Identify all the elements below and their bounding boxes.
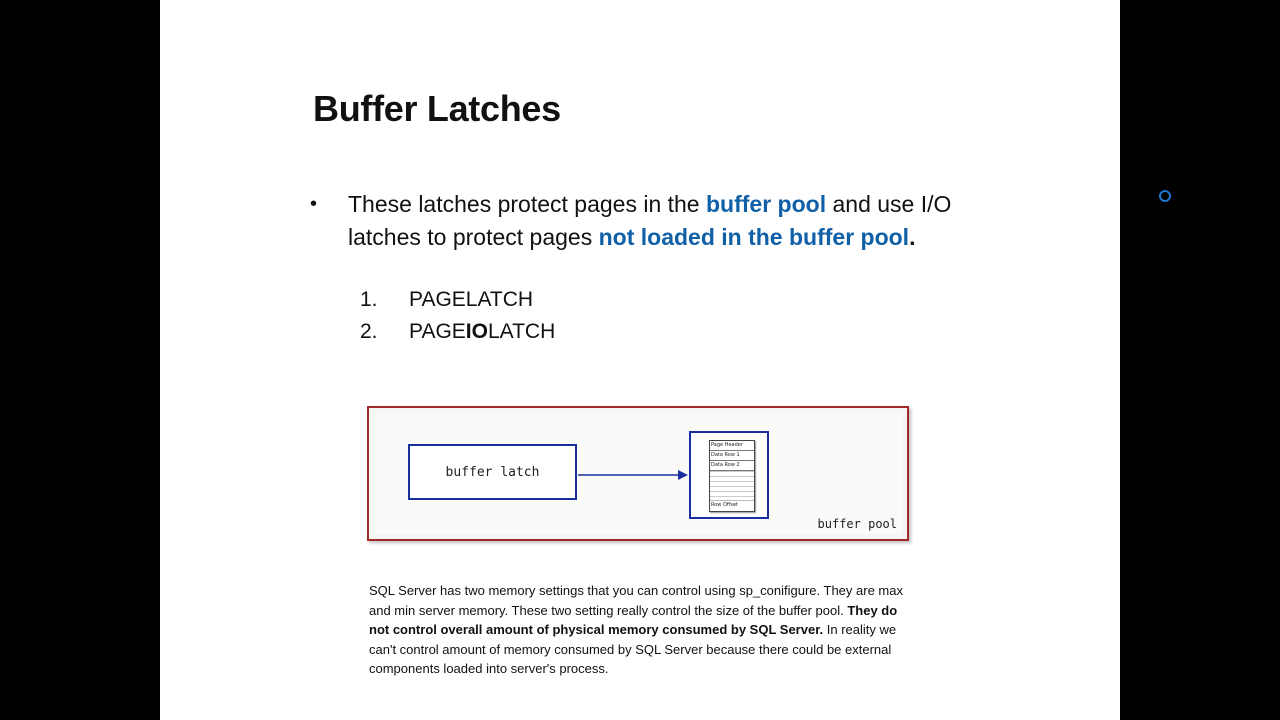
buffer-pool-label: buffer pool: [817, 517, 897, 531]
bullet-icon: •: [310, 193, 318, 215]
list-item: [360, 284, 555, 316]
caption-bold: They do not control overall amount of physical memory consumed by SQL Server.: [369, 602, 898, 637]
list-number: 1.: [360, 288, 378, 311]
page-row-offset: Row Offset: [711, 502, 739, 508]
highlight-buffer-pool: buffer pool: [706, 191, 827, 217]
page-row: Data Row 2: [710, 461, 754, 471]
caption-part-1: SQL Server has two memory settings that you can control using sp_conifigure. They are max and min server memory. These two setting really control the size of the buffer pool.: [369, 583, 903, 618]
highlight-not-loaded: not loaded in the buffer pool: [598, 224, 910, 250]
bullet-text-period: .: [909, 224, 916, 250]
list-text: PAGELATCH: [409, 288, 534, 311]
page-row: Page Header: [710, 441, 754, 451]
list-text-post: LATCH: [487, 320, 556, 343]
buffer-latch-box: buffer latch: [408, 444, 577, 500]
slide-title: Buffer Latches: [313, 88, 561, 129]
bullet-text-part-1: These latches protect pages in the: [348, 191, 706, 217]
diagram-background: [374, 413, 902, 534]
page-row: Data Row 1: [710, 451, 754, 461]
list-number: 2.: [360, 320, 378, 343]
list-text: [409, 316, 555, 348]
bullet-text-part-2: and use I/O latches to protect pages: [348, 191, 952, 250]
caption-text: [369, 581, 914, 679]
page-document-icon: [709, 440, 755, 512]
caption-part-2: In reality we can't control amount of memory consumed by SQL Server because there could be external components loaded into server's process.: [369, 622, 897, 676]
page-free-space: [710, 471, 754, 501]
list-text-bold: IO: [465, 320, 488, 343]
latch-type-list: [360, 284, 555, 348]
bullet-text: [348, 188, 1010, 254]
bullet-point: [310, 188, 1010, 254]
list-item: [360, 316, 555, 348]
cursor-ring-icon: [1159, 190, 1171, 202]
list-text-pre: PAGE: [409, 320, 466, 343]
slide: [160, 0, 1120, 720]
page-frame: [689, 431, 769, 519]
buffer-pool-diagram: [367, 406, 909, 541]
arrow-icon: [578, 468, 690, 482]
